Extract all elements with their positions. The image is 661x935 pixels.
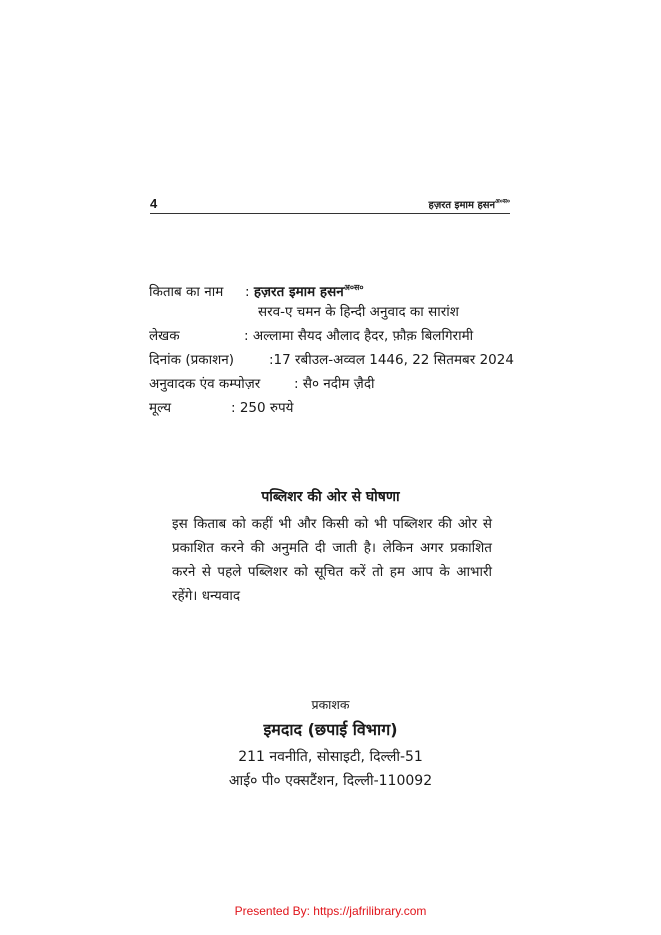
title-separator: : bbox=[245, 284, 250, 300]
date-label: दिनांक (प्रकाशन) bbox=[149, 352, 235, 368]
declaration-heading: पब्लिशर की ओर से घोषणा bbox=[261, 489, 400, 505]
header-rule bbox=[150, 213, 510, 214]
running-title bbox=[429, 197, 510, 211]
translator-row bbox=[149, 372, 529, 396]
footer-credit: Presented By: https://jafrilibrary.com bbox=[234, 904, 427, 918]
declaration-body: इस किताब को कहीं भी और किसी को भी पब्लिशर की ओर से प्रकाशित करने की अनुमति दी जाती है। लेकिन अगर प्रकाशित करने से पहले पब्लिशर को सूचित करें तो हम आप के आभारी रहेंगे। धन्यवाद bbox=[172, 516, 492, 604]
author-row bbox=[149, 324, 529, 348]
page-number: 4 bbox=[150, 196, 158, 211]
book-subtitle: सरव-ए चमन के हिन्दी अनुवाद का सारांश bbox=[258, 304, 459, 320]
price-label: मूल्य bbox=[149, 400, 172, 416]
title-label: किताब का नाम bbox=[149, 284, 224, 300]
publisher-block bbox=[0, 695, 661, 793]
publisher-name: इमदाद (छपाई विभाग) bbox=[263, 720, 398, 739]
price-value: : 250 रुपये bbox=[231, 400, 294, 416]
book-title-text: हज़रत इमाम हसन bbox=[253, 284, 344, 300]
book-title bbox=[254, 284, 364, 300]
translator-value: : सै० नदीम ज़ैदी bbox=[294, 376, 375, 392]
publisher-address-line1: 211 नवनीति, सोसाइटी, दिल्ली-51 bbox=[238, 749, 423, 765]
publisher-address-line2: आई० पी० एक्सटैंशन, दिल्ली-110092 bbox=[228, 773, 433, 789]
date-row bbox=[149, 348, 529, 372]
author-value: : अल्लामा सैयद औलाद हैदर, फ़ौक़ बिलगिरामी bbox=[244, 328, 474, 344]
book-details bbox=[149, 276, 529, 420]
running-title-honorific: अ०स० bbox=[495, 198, 510, 205]
title-row bbox=[149, 276, 529, 300]
publisher-label: प्रकाशक bbox=[311, 697, 350, 712]
price-row bbox=[149, 396, 529, 420]
running-title-text: हज़रत इमाम हसन bbox=[428, 200, 496, 211]
author-label: लेखक bbox=[149, 328, 180, 344]
translator-label: अनुवादक एंव कम्पोज़र bbox=[149, 376, 261, 392]
book-title-honorific: अ०स० bbox=[343, 283, 364, 292]
date-value: :17 रबीउल-अव्वल 1446, 22 सितमबर 2024 bbox=[269, 352, 514, 368]
